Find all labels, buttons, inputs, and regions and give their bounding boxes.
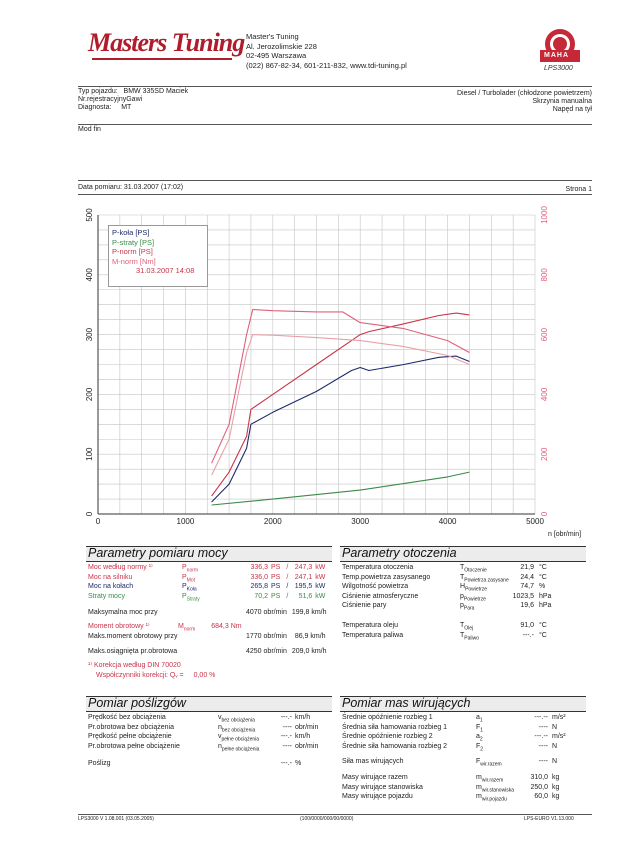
y-tick-label-right: 400 xyxy=(540,387,549,402)
vehicle-type-label: Typ pojazdu: xyxy=(78,88,118,95)
engine-type: Diesel / Turbolader (chłodzone powietrzem) xyxy=(456,90,592,97)
mass-row xyxy=(342,758,403,766)
power-unit-kw: kW xyxy=(315,573,326,581)
torque-values xyxy=(178,623,242,633)
slip-symbol-sub: bez obciążenia xyxy=(221,717,255,724)
maha-logo xyxy=(538,28,582,74)
mass-row-values xyxy=(522,733,566,741)
mass-row-label: Średnie opóźnienie rozbieg 2 xyxy=(342,733,433,740)
mass-symbol: F xyxy=(476,758,481,765)
env-unit: °C xyxy=(539,631,547,639)
mass-row xyxy=(342,793,413,801)
env-row-values xyxy=(508,564,547,572)
power-symbol: P xyxy=(182,583,187,590)
max-torque-row xyxy=(88,633,177,641)
slip-section-title: Pomiar poślizgów xyxy=(88,696,186,710)
power-row xyxy=(88,564,153,572)
company-address-2: 02-495 Warszawa xyxy=(246,51,307,60)
mass-row xyxy=(342,774,408,782)
power-unit-kw: kW xyxy=(315,592,326,600)
mass-row-values xyxy=(522,793,559,801)
env-value: 19,6 xyxy=(520,602,534,609)
correction-factor-value: 0,00 % xyxy=(193,672,216,679)
vehicle-divider xyxy=(78,124,592,125)
max-rpm-values xyxy=(246,648,326,656)
power-unit-ps: PS xyxy=(271,564,281,571)
correction-factor-label: Współczynniki korekcji: Qᵥ = xyxy=(96,672,184,679)
env-row-label: Temp.powietrza zasysanego xyxy=(342,573,431,581)
power-separator: / xyxy=(286,592,289,600)
torque-symbol: M xyxy=(178,623,184,630)
env-row-label: Ciśnienie pary xyxy=(342,602,387,609)
env-unit: hPa xyxy=(539,602,552,609)
vehicle-info xyxy=(78,88,338,112)
mass-row-symbol xyxy=(476,743,483,753)
env-section-header xyxy=(340,546,586,562)
slip-symbol: n xyxy=(218,723,222,731)
env-value: 1023,5 xyxy=(512,592,534,600)
max-power-rpm: 4070 xyxy=(246,609,262,616)
env-value: 91,0 xyxy=(520,622,534,629)
slip-unit: % xyxy=(295,760,302,767)
slip-unit: km/h xyxy=(295,733,311,740)
legend-item-p-straty: P-straty [PS] xyxy=(112,237,155,247)
power-unit-ps: PS xyxy=(271,583,281,590)
power-row-label: Straty mocy xyxy=(88,592,125,600)
measurement-date: Data pomiaru: 31.03.2007 (17:02) xyxy=(78,184,184,191)
footer-left: LPS3000 V 1.08.001 (03.05.2005) xyxy=(78,816,154,822)
power-row-symbol xyxy=(182,593,200,603)
slip-symbol-sub: pełne obciążenia xyxy=(221,745,260,752)
env-row-label: Wilgotność powietrza xyxy=(342,583,409,590)
slip-row-values xyxy=(272,760,301,768)
env-row xyxy=(342,602,386,610)
env-symbol: H xyxy=(460,583,466,590)
mass-symbol-sub: wir.razem xyxy=(480,761,502,768)
mass-unit: N xyxy=(552,742,558,750)
date-divider-top xyxy=(78,180,592,181)
mass-row-values xyxy=(522,774,559,782)
mass-value: ---.-- xyxy=(534,733,548,740)
env-row-symbol xyxy=(460,632,479,642)
env-symbol-sub: Para xyxy=(463,605,475,612)
vehicle-type-value: BMW 335SD Maciek xyxy=(123,88,189,95)
mass-row-label: Średnie opóźnienie rozbieg 1 xyxy=(342,714,433,721)
mass-value: 60,0 xyxy=(534,793,548,800)
company-logo xyxy=(88,26,245,68)
env-symbol: T xyxy=(460,622,465,629)
legend-item-m-norm: M-norm [Nm] xyxy=(112,256,156,266)
env-row-values xyxy=(508,622,547,630)
slip-row-label: Prędkość pełne obciążenie xyxy=(88,733,172,740)
power-symbol: P xyxy=(182,592,187,600)
power-unit-ps: PS xyxy=(271,573,281,581)
power-symbol-sub: Koła xyxy=(186,586,197,593)
company-contact: (022) 867-82-34, 601-211-832, www.tdi-tuning.pl xyxy=(246,60,407,70)
modification-note: Mod fin xyxy=(78,126,101,133)
x-tick-label: 3000 xyxy=(351,517,370,526)
mass-unit: m/s² xyxy=(552,714,566,721)
mass-row xyxy=(342,733,433,741)
x-tick-label: 0 xyxy=(95,517,101,526)
power-value-kw: 247,3 xyxy=(294,564,313,571)
power-row xyxy=(88,583,133,591)
env-row xyxy=(342,583,408,591)
gearbox-type: Skrzynia manualna xyxy=(532,98,592,105)
footer-center: (100/0000/000/00/0000) xyxy=(300,816,354,822)
env-symbol-sub: Olej xyxy=(464,625,474,632)
legend-item-p-norm: P-norm [PS] xyxy=(112,247,153,256)
mass-row-values xyxy=(522,714,566,722)
mass-symbol: a xyxy=(476,733,480,740)
slip-symbol: v xyxy=(218,733,222,740)
env-symbol-sub: Paliwo xyxy=(464,634,480,641)
mass-symbol: m xyxy=(476,774,482,781)
mass-unit: N xyxy=(552,723,558,731)
mass-unit: N xyxy=(552,758,558,765)
env-row-values xyxy=(508,583,545,591)
x-axis-unit-label: n [obr/min] xyxy=(548,531,582,538)
x-tick-label: 1000 xyxy=(176,517,195,526)
slip-row-label: Pr.obrotowa pełne obciążenie xyxy=(88,742,180,750)
mass-unit: kg xyxy=(552,793,560,800)
env-row-values xyxy=(508,632,547,640)
power-section-title: Parametry pomiaru mocy xyxy=(88,546,228,560)
max-rpm-unit: obr/min xyxy=(263,648,287,655)
env-row-values xyxy=(508,593,551,601)
slip-unit: obr/min xyxy=(295,742,319,750)
slip-row xyxy=(88,743,180,751)
max-power-row xyxy=(88,609,158,617)
power-separator: / xyxy=(286,573,289,581)
max-torque-rpm-unit: obr/min xyxy=(263,633,287,640)
slip-value: ---.- xyxy=(280,714,292,721)
slip-row xyxy=(88,714,166,722)
diagnostician-value: MT xyxy=(121,104,132,111)
env-value: ---.- xyxy=(522,631,534,639)
correction-factor-row xyxy=(96,672,215,680)
power-value-kw: 247,1 xyxy=(294,573,313,581)
env-symbol-sub: Otoczenie xyxy=(464,567,487,574)
mass-value: ---- xyxy=(538,742,548,750)
env-unit: hPa xyxy=(539,592,552,600)
mass-row-label: Masy wirujące pojazdu xyxy=(342,793,413,800)
env-symbol: p xyxy=(460,602,464,609)
torque-unit: Nm xyxy=(230,623,242,630)
legend-date: 31.03.2007 14:08 xyxy=(136,266,195,275)
mass-unit: kg xyxy=(552,774,560,781)
max-power-label: Maksymalna moc przy xyxy=(88,609,158,616)
y-tick-label-right: 0 xyxy=(540,511,549,517)
mass-value: 310,0 xyxy=(530,774,548,781)
mass-row-label: Masy wirujące stanowiska xyxy=(342,783,423,791)
power-symbol-sub: Straty xyxy=(186,595,200,602)
slip-row-symbol xyxy=(218,743,259,753)
env-row-values xyxy=(508,602,551,610)
mass-symbol: m xyxy=(476,783,482,791)
power-value-ps: 70,2 xyxy=(254,592,268,600)
power-symbol: P xyxy=(182,564,187,571)
max-power-values xyxy=(246,609,326,617)
mass-row-symbol xyxy=(476,793,507,803)
company-address-1: Al. Jerozolimskie 228 xyxy=(246,41,317,51)
mass-row-label: Średnie siła hamowania rozbieg 2 xyxy=(342,742,448,750)
max-torque-speed: 86,9 xyxy=(294,633,309,640)
mass-symbol-sub: wir.stanowiska xyxy=(481,786,515,793)
power-row-values xyxy=(246,574,325,582)
mass-row-label: Masy wirujące razem xyxy=(342,774,408,781)
y-tick-label-left: 300 xyxy=(85,327,94,342)
env-symbol: T xyxy=(460,573,465,581)
env-row xyxy=(342,564,413,572)
mass-row xyxy=(342,784,423,792)
env-row-label: Ciśnienie atmosferyczne xyxy=(342,592,419,600)
slip-symbol-sub: pełne obciążenia xyxy=(221,736,260,743)
env-row xyxy=(342,632,403,640)
slip-row-values xyxy=(272,743,318,751)
y-tick-label-left: 200 xyxy=(85,387,94,402)
slip-value: ---- xyxy=(282,742,292,750)
power-section-header xyxy=(86,546,332,562)
slip-symbol-sub: bez obciążenia xyxy=(221,726,256,733)
mass-symbol-sub: wir.pojazdu xyxy=(481,796,507,803)
env-row-label: Temperatura paliwa xyxy=(342,631,404,639)
date-divider-bottom xyxy=(78,194,592,195)
y-tick-label-left: 400 xyxy=(85,268,94,282)
env-value: 74,7 xyxy=(520,583,534,590)
slip-row xyxy=(88,733,172,741)
logo-underline xyxy=(92,58,232,60)
slip-row-values xyxy=(272,724,318,732)
mass-symbol-sub: 2 xyxy=(480,745,484,752)
power-separator: / xyxy=(286,583,289,590)
mass-unit: m/s² xyxy=(552,733,566,740)
mass-symbol-sub: 1 xyxy=(480,726,484,733)
chart-legend xyxy=(108,225,208,287)
y-tick-label-left: 100 xyxy=(85,447,94,461)
footer-right: LPS-EURO V1.13.000 xyxy=(524,816,574,822)
env-unit: °C xyxy=(539,622,547,629)
slip-row-label: Prędkość bez obciążenia xyxy=(88,714,166,721)
max-power-rpm-unit: obr/min xyxy=(263,609,287,616)
mass-row-symbol xyxy=(476,758,502,768)
power-row-label: Moc według normy ¹⁾ xyxy=(88,564,153,571)
env-row-values xyxy=(508,574,547,582)
power-row-values xyxy=(246,564,325,572)
mass-symbol-sub: 1 xyxy=(479,717,483,724)
mass-section-title: Pomiar mas wirujących xyxy=(342,696,471,710)
power-symbol: P xyxy=(182,573,187,581)
torque-row xyxy=(88,623,150,631)
max-torque-label: Maks.moment obrotowy przy xyxy=(88,633,178,640)
power-symbol-sub: Mot xyxy=(186,576,196,583)
slip-row xyxy=(88,760,111,768)
correction-norm: ¹⁾ Korekcja według DIN 70020 xyxy=(88,662,181,669)
mass-symbol: m xyxy=(476,793,482,800)
env-symbol-sub: Powietrza zasysane xyxy=(464,576,509,583)
mass-section-header xyxy=(340,696,586,712)
slip-symbol: n xyxy=(218,742,222,750)
slip-row-label: Poślizg xyxy=(88,760,111,767)
mass-row xyxy=(342,743,447,751)
env-symbol-sub: Powietrze xyxy=(463,595,486,602)
env-symbol: T xyxy=(460,631,465,639)
max-torque-rpm: 1770 xyxy=(246,633,262,640)
mass-symbol-sub: 2 xyxy=(479,736,483,743)
y-tick-label-left: 0 xyxy=(85,511,94,517)
torque-value: 684,3 xyxy=(211,623,229,630)
power-unit-ps: PS xyxy=(271,592,281,600)
diagnostician-label: Diagnosta: xyxy=(78,104,112,111)
mass-value: 250,0 xyxy=(530,783,548,791)
slip-row-label: Pr.obrotowa bez obciążenia xyxy=(88,723,174,731)
mass-symbol: F xyxy=(476,742,481,750)
mass-value: ---.-- xyxy=(534,714,548,721)
registration-label: Nr.rejestracyjnyGawi xyxy=(78,96,143,103)
env-unit: % xyxy=(539,583,546,590)
max-rpm-row xyxy=(88,648,177,656)
y-tick-label-left: 500 xyxy=(85,208,94,222)
slip-row-values xyxy=(272,714,310,722)
power-value-ps: 336,0 xyxy=(250,573,268,581)
slip-row xyxy=(88,724,174,732)
lps-label: LPS3000 xyxy=(544,65,573,72)
max-rpm-value: 4250 xyxy=(246,648,262,655)
x-tick-label: 2000 xyxy=(263,517,282,526)
power-row-label: Moc na kołach xyxy=(88,583,134,590)
y-tick-label-right: 200 xyxy=(540,447,549,461)
slip-unit: km/h xyxy=(295,714,311,721)
env-row-label: Temperatura otoczenia xyxy=(342,564,414,571)
power-row-label: Moc na silniku xyxy=(88,573,133,581)
slip-value: ---- xyxy=(282,723,292,731)
header-divider xyxy=(78,86,592,87)
power-value-kw: 51,6 xyxy=(298,592,313,600)
power-unit-kw: kW xyxy=(315,583,326,590)
max-power-speed: 199,8 xyxy=(291,609,310,616)
env-row xyxy=(342,574,430,582)
mass-symbol: a xyxy=(476,714,480,721)
env-symbol: T xyxy=(460,564,465,571)
mass-row-values xyxy=(522,724,557,732)
mass-symbol: F xyxy=(476,723,481,731)
mass-row-values xyxy=(522,784,559,792)
env-value: 24,4 xyxy=(520,573,534,581)
legend-item-p-kola: P-koła [PS] xyxy=(112,228,150,237)
power-unit-kw: kW xyxy=(315,564,326,571)
mass-row-label: Średnia siła hamowania rozbieg 1 xyxy=(342,723,448,731)
slip-row-values xyxy=(272,733,310,741)
slip-value: ---.- xyxy=(280,760,292,767)
power-row xyxy=(88,593,125,601)
env-value: 21,9 xyxy=(520,564,534,571)
env-unit: °C xyxy=(539,564,547,571)
env-row-symbol xyxy=(460,602,474,612)
mass-unit: kg xyxy=(552,783,560,791)
y-tick-label-right: 600 xyxy=(540,327,549,342)
env-row xyxy=(342,622,398,630)
x-tick-label: 4000 xyxy=(438,517,457,526)
x-tick-label: 5000 xyxy=(526,517,544,526)
mass-value: ---- xyxy=(538,758,548,765)
env-symbol: p xyxy=(460,592,464,600)
footer-divider xyxy=(78,814,592,815)
env-row xyxy=(342,593,418,601)
power-value-ps: 265,8 xyxy=(250,583,268,590)
max-rpm-speed-unit: km/h xyxy=(311,648,327,655)
max-rpm-speed: 209,0 xyxy=(291,648,310,655)
max-torque-speed-unit: km/h xyxy=(310,633,326,640)
power-row xyxy=(88,574,132,582)
torque-symbol-sub: norm xyxy=(183,626,196,633)
mass-symbol-sub: wir.razem xyxy=(481,777,504,784)
slip-value: ---.- xyxy=(280,733,292,740)
y-tick-label-right: 800 xyxy=(540,268,549,282)
env-row-label: Temperatura oleju xyxy=(342,622,399,629)
env-section-title: Parametry otoczenia xyxy=(342,546,457,560)
slip-section-header xyxy=(86,696,332,712)
power-value-ps: 336,3 xyxy=(250,564,268,571)
company-info xyxy=(246,32,476,70)
logo-wordmark: Masters Tuning xyxy=(88,28,245,57)
mass-row-label: Siła mas wirujących xyxy=(342,758,404,765)
mass-row-values xyxy=(522,743,557,751)
max-rpm-label: Maks.osiągnięta pr.obrotowa xyxy=(88,648,178,655)
maha-label: MAHA xyxy=(544,52,569,59)
max-torque-values xyxy=(246,633,326,641)
env-unit: °C xyxy=(539,573,547,581)
power-row-values xyxy=(246,583,325,591)
company-name: Master's Tuning xyxy=(246,32,299,41)
torque-label: Moment obrotowy ¹⁾ xyxy=(88,623,150,630)
power-row-values xyxy=(246,593,325,601)
slip-symbol: v xyxy=(218,714,222,721)
power-separator: / xyxy=(286,564,289,571)
mass-value: ---- xyxy=(538,723,548,731)
mass-row xyxy=(342,724,447,732)
page-number: Strona 1 xyxy=(565,186,592,193)
mass-row xyxy=(342,714,433,722)
mass-row-values xyxy=(522,758,557,766)
max-power-speed-unit: km/h xyxy=(311,609,327,616)
y-tick-label-right: 1000 xyxy=(540,206,549,224)
engine-info xyxy=(332,90,592,114)
drive-type: Napęd na tył xyxy=(552,106,592,113)
env-symbol-sub: Powietrze xyxy=(465,586,488,593)
slip-unit: obr/min xyxy=(295,723,319,731)
power-symbol-sub: norm xyxy=(186,567,199,574)
power-value-kw: 195,5 xyxy=(294,583,313,590)
